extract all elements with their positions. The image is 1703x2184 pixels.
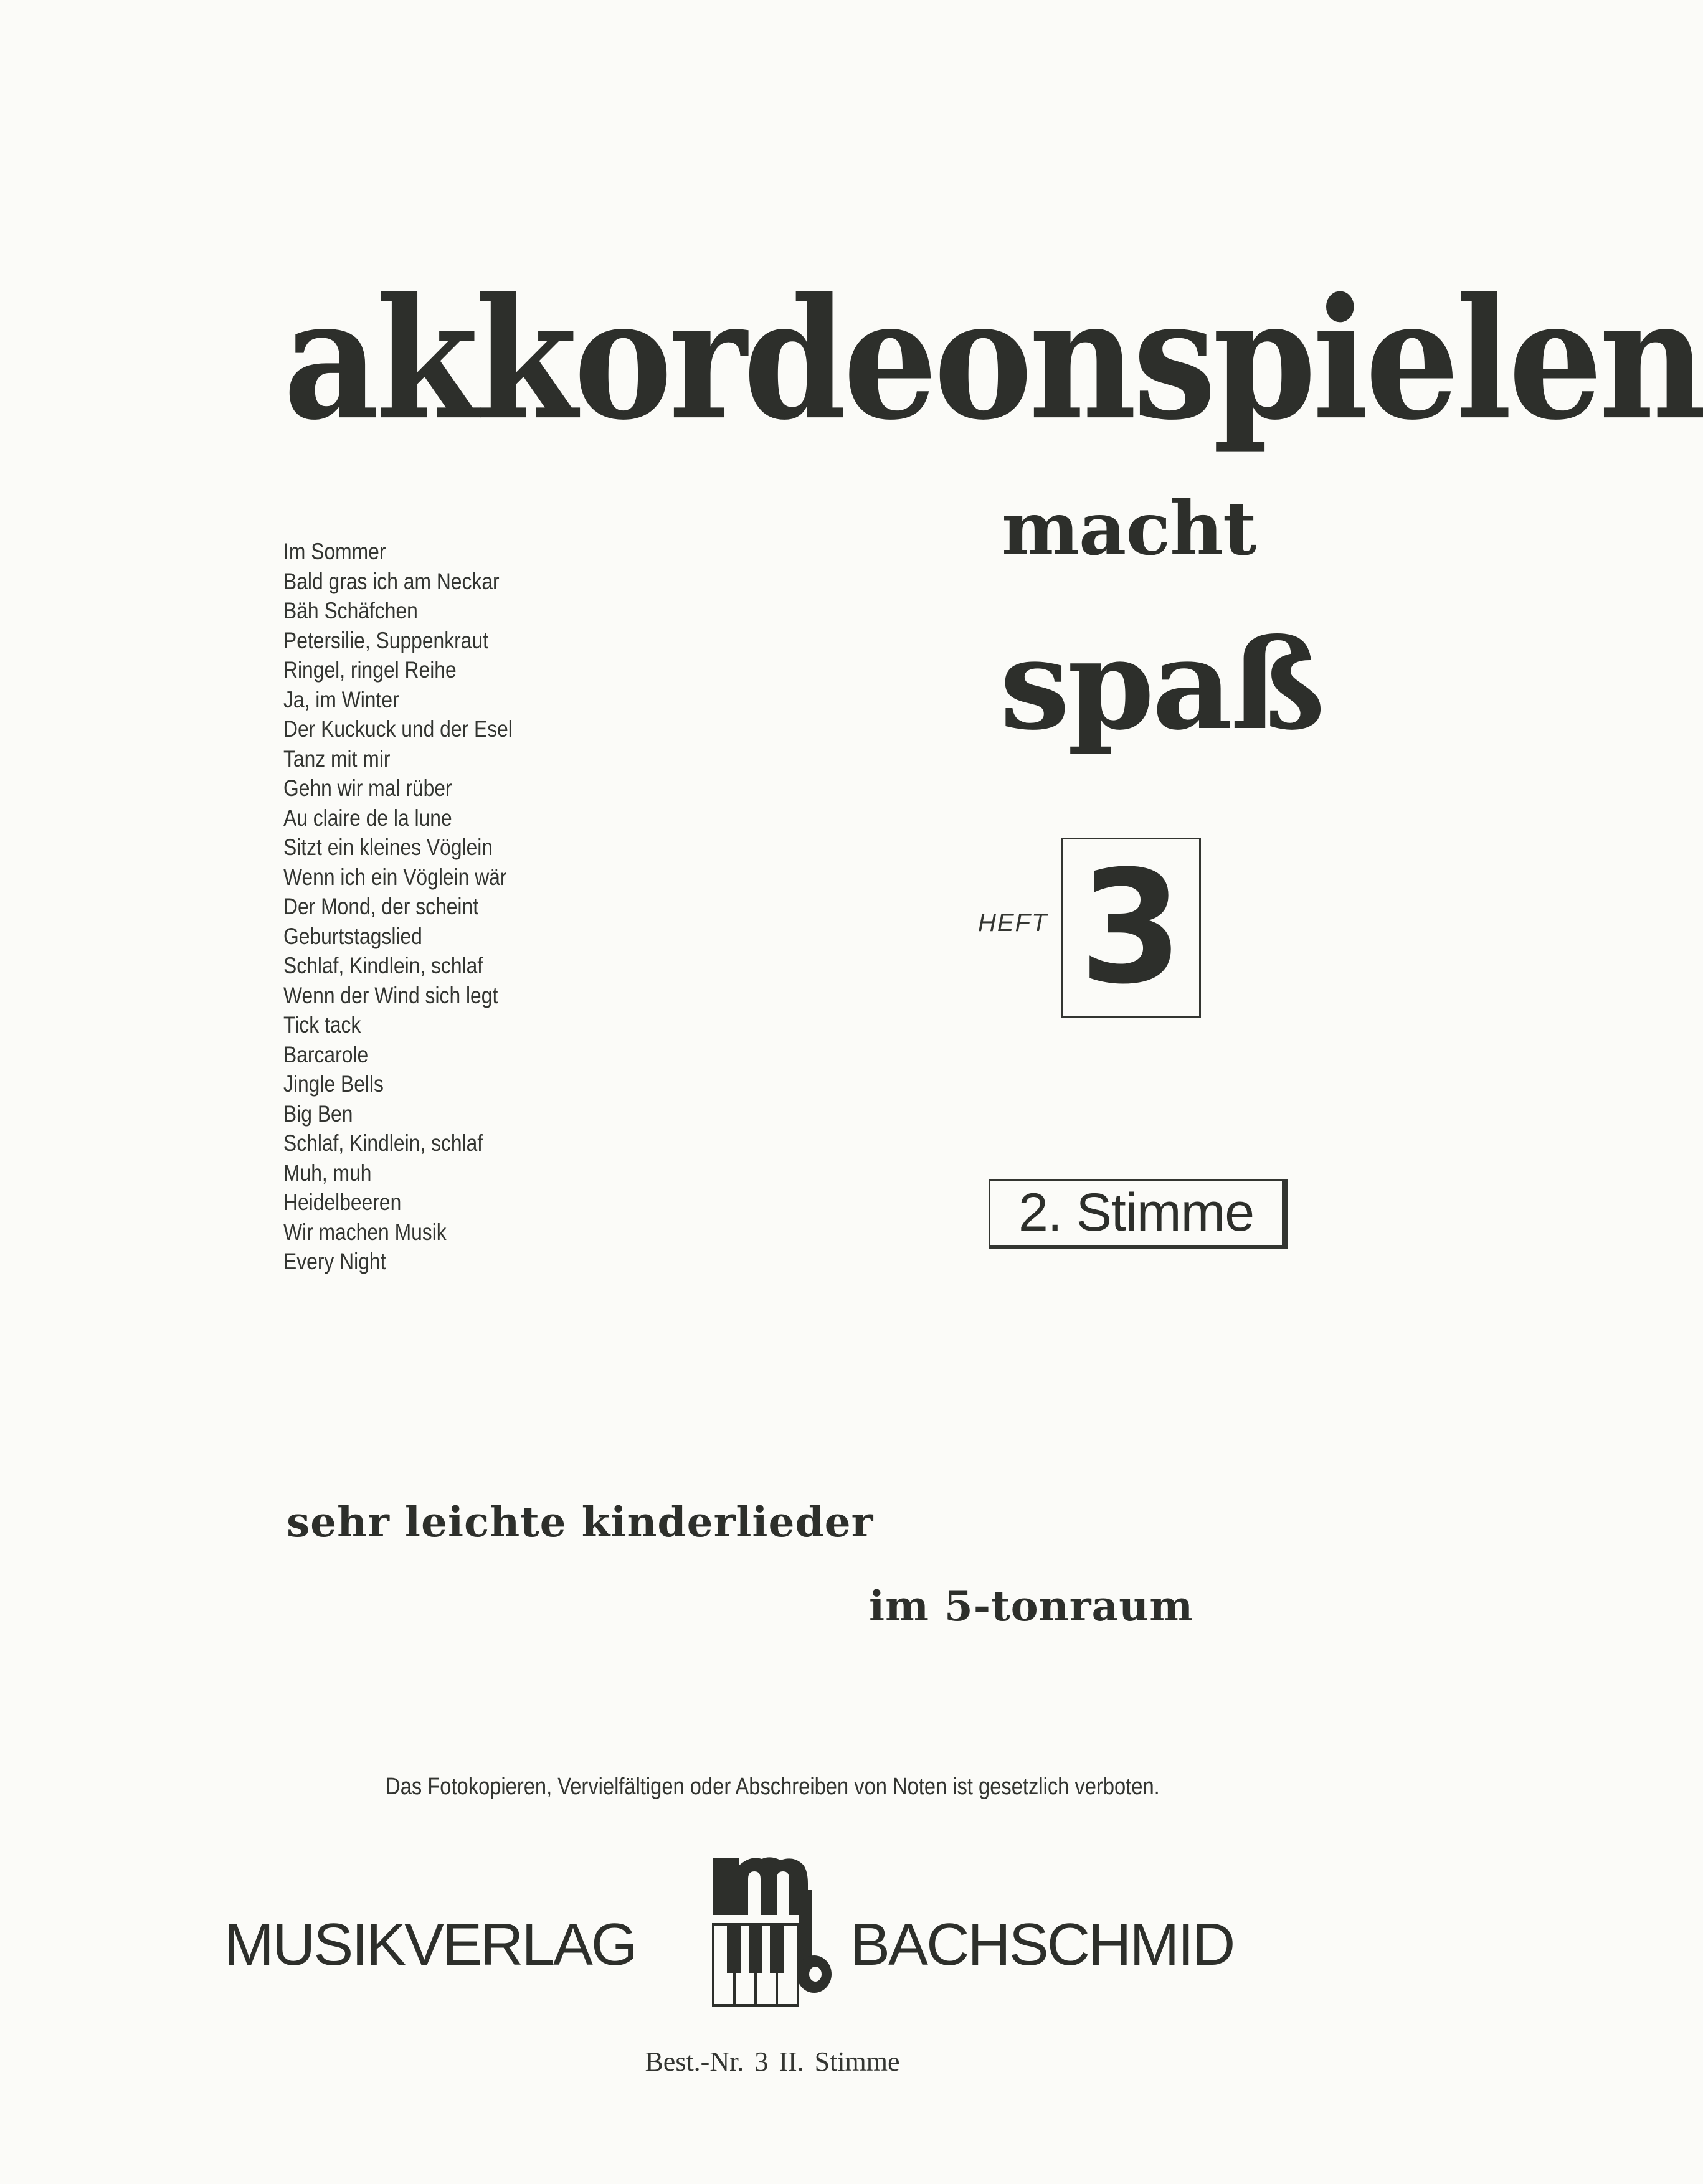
list-item: Im Sommer	[283, 539, 386, 564]
list-item: Jingle Bells	[283, 1071, 384, 1097]
heft-label: HEFT	[978, 909, 1048, 937]
copyright-notice-text: Das Fotokopieren, Vervielfältigen oder Abschreiben von Noten ist gesetzlich verboten.	[385, 1774, 1160, 1800]
subtitle-line-2: im 5-tonraum	[869, 1582, 1194, 1630]
list-item: Big Ben	[283, 1100, 353, 1127]
list-item: Tick tack	[283, 1012, 361, 1038]
list-item: Sitzt ein kleines Vöglein	[283, 834, 493, 860]
publisher-name-left: MUSIKVERLAG	[224, 1911, 636, 1978]
list-item: Heidelbeeren	[283, 1189, 402, 1215]
list-item: Every Night	[283, 1249, 386, 1274]
title-spass: spaß	[1000, 612, 1322, 758]
list-item: Wenn ich ein Vöglein wär	[283, 864, 507, 890]
subtitle-line-1: sehr leichte kinderlieder	[287, 1498, 874, 1546]
stimme-label: 2. Stimme	[1018, 1183, 1255, 1242]
list-item: Ringel, ringel Reihe	[283, 657, 457, 683]
main-title: akkordeonspielen	[283, 262, 1703, 457]
list-item: Au claire de la lune	[283, 805, 452, 831]
title-macht: macht	[1002, 485, 1256, 572]
list-item: Schlaf, Kindlein, schlaf	[283, 953, 483, 978]
list-item: Tanz mit mir	[283, 745, 391, 772]
heft-number-box	[1061, 838, 1201, 1018]
list-item: Barcarole	[283, 1041, 369, 1067]
publisher-name-right: BACHSCHMID	[850, 1911, 1234, 1978]
list-item: Geburtstagslied	[283, 923, 422, 949]
list-item: Ja, im Winter	[283, 686, 399, 712]
list-item: Schlaf, Kindlein, schlaf	[283, 1130, 483, 1156]
list-item: Muh, muh	[283, 1160, 372, 1186]
list-item: Petersilie, Suppenkraut	[283, 627, 489, 653]
list-item: Bald gras ich am Neckar	[283, 568, 500, 594]
stimme-box	[989, 1179, 1288, 1249]
copyright-notice	[0, 1774, 1545, 1800]
list-item: Bäh Schäfchen	[283, 598, 418, 623]
list-item: Der Kuckuck und der Esel	[283, 716, 513, 742]
publisher-logo	[701, 1846, 835, 2015]
order-number: Best.-Nr. 3 II. Stimme	[645, 2046, 900, 2077]
song-list	[283, 537, 607, 1277]
list-item: Gehn wir mal rüber	[283, 775, 452, 801]
list-item: Wenn der Wind sich legt	[283, 982, 498, 1008]
list-item: Der Mond, der scheint	[283, 894, 479, 919]
list-item: Wir machen Musik	[283, 1219, 447, 1245]
heft-number: 3	[1079, 837, 1183, 1018]
